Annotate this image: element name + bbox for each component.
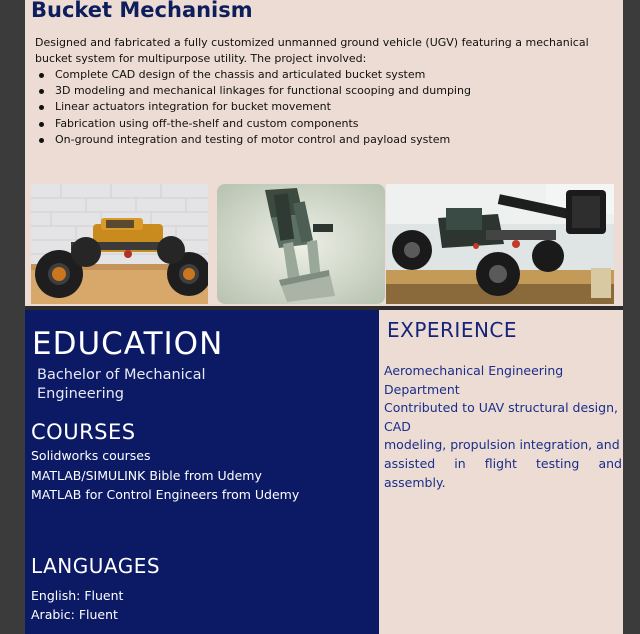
education-heading: EDUCATION bbox=[32, 326, 224, 362]
education-panel bbox=[25, 310, 379, 634]
language-list bbox=[31, 586, 123, 624]
list-item: MATLAB for Control Engineers from Udemy bbox=[31, 487, 300, 502]
scroll-gutter bbox=[623, 0, 640, 634]
list-item: English: Fluent bbox=[31, 588, 124, 603]
experience-panel bbox=[379, 310, 623, 634]
experience-line: Department bbox=[384, 381, 460, 397]
experience-line: Aeromechanical Engineering bbox=[384, 363, 564, 378]
list-item: Linear actuators integration for bucket movement bbox=[55, 99, 615, 115]
list-item: MATLAB/SIMULINK Bible from Udemy bbox=[31, 467, 262, 483]
experience-line: assisted in flight testing and bbox=[384, 455, 622, 471]
experience-line: modeling, propulsion integration, and bbox=[384, 437, 620, 453]
experience-heading: EXPERIENCE bbox=[387, 318, 518, 342]
list-item: 3D modeling and mechanical linkages for functional scooping and dumping bbox=[55, 83, 615, 99]
languages-heading: LANGUAGES bbox=[31, 554, 161, 578]
experience-line: Contributed to UAV structural design, bbox=[384, 400, 618, 416]
ugv-photo-2 bbox=[386, 184, 614, 304]
list-item: Complete CAD design of the chassis and articulated bucket system bbox=[55, 67, 615, 83]
project-title: Bucket Mechanism bbox=[31, 0, 253, 22]
experience-line: assembly. bbox=[384, 474, 446, 490]
degree-text: Bachelor of Mechanical Engineering bbox=[37, 367, 206, 402]
bucket-cad-photo bbox=[217, 184, 385, 304]
courses-heading: COURSES bbox=[31, 420, 136, 444]
experience-description bbox=[384, 362, 622, 492]
list-item: Arabic: Fluent bbox=[31, 607, 118, 622]
course-list bbox=[31, 446, 299, 505]
experience-line: CAD bbox=[384, 418, 411, 434]
ugv-photo-1 bbox=[31, 184, 208, 304]
list-item: Fabrication using off-the-shelf and custom components bbox=[55, 116, 615, 132]
project-card bbox=[25, 0, 623, 306]
list-item: On-ground integration and testing of motor control and payload system bbox=[55, 132, 615, 148]
project-description: Designed and fabricated a fully customized unmanned ground vehicle (UGV) featuring a mechanical bucket system for multipurpose utility. The project involved: bbox=[35, 36, 589, 65]
project-bullet-list bbox=[55, 67, 615, 148]
list-item: Solidworks courses bbox=[31, 448, 151, 463]
